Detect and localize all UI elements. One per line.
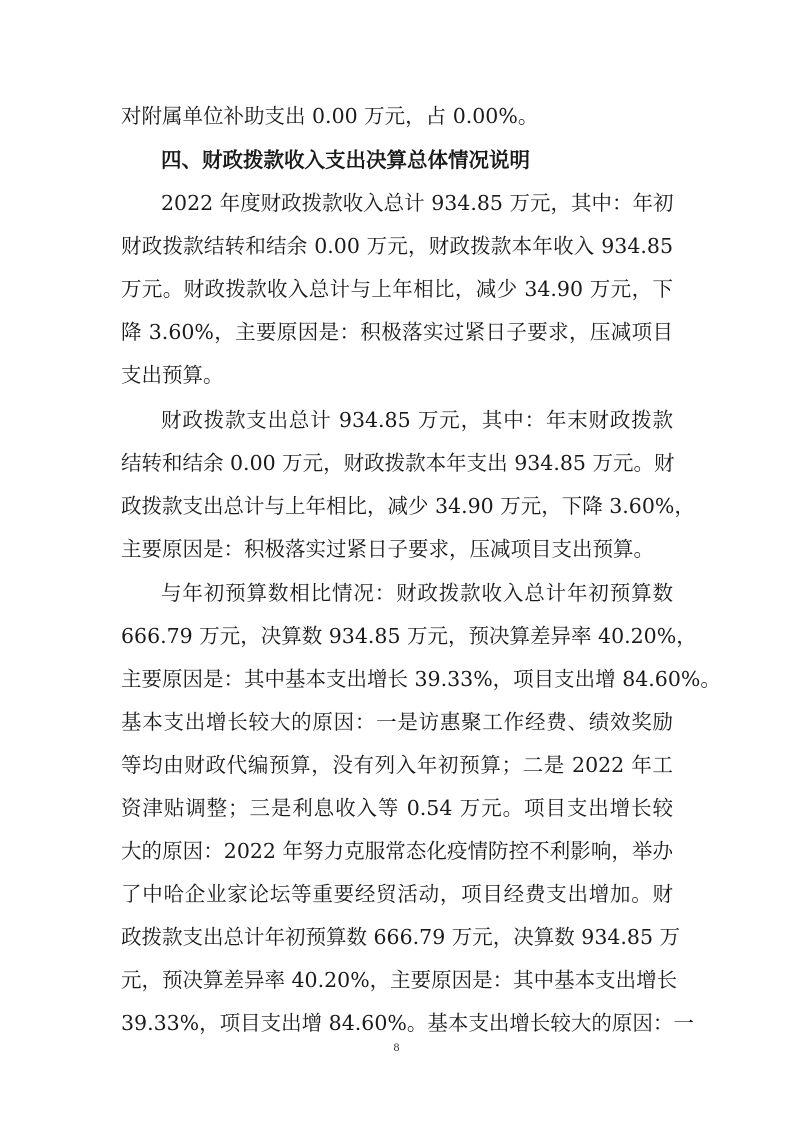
text-line-21: 元，预决算差异率 40.20%，主要原因是：其中基本支出增长 <box>121 968 678 992</box>
text-line-13: 666.79 万元，决算数 934.85 万元，预决算差异率 40.20%， <box>121 624 697 648</box>
text-line-10: 政拨款支出总计与上年相比，减少 34.90 万元，下降 3.60%， <box>121 494 695 518</box>
text-line-8: 财政拨款支出总计 934.85 万元，其中：年末财政拨款 <box>161 408 673 432</box>
text-line-15: 基本支出增长较大的原因：一是访惠聚工作经费、绩效奖励 <box>121 710 673 734</box>
text-line-18: 大的原因：2022 年努力克服常态化疫情防控不利影响，举办 <box>121 839 673 863</box>
text-line-1: 对附属单位补助支出 0.00 万元，占 0.00%。 <box>121 104 539 128</box>
text-line-7: 支出预算。 <box>121 363 224 387</box>
text-line-6: 降 3.60%，主要原因是：积极落实过紧日子要求，压减项目 <box>121 320 673 344</box>
text-line-19: 了中哈企业家论坛等重要经贸活动，项目经费支出增加。财 <box>121 882 673 906</box>
text-line-4: 财政拨款结转和结余 0.00 万元，财政拨款本年收入 934.85 <box>121 234 673 258</box>
text-line-12: 与年初预算数相比情况：财政拨款收入总计年初预算数 <box>161 581 673 605</box>
text-line-14: 主要原因是：其中基本支出增长 39.33%，项目支出增 84.60%。 <box>121 667 721 691</box>
page-number: 8 <box>393 1040 400 1054</box>
text-line-9: 结转和结余 0.00 万元，财政拨款本年支出 934.85 万元。财 <box>121 451 675 475</box>
text-line-5: 万元。财政拨款收入总计与上年相比，减少 34.90 万元，下 <box>121 277 673 301</box>
text-line-11: 主要原因是：积极落实过紧日子要求，压减项目支出预算。 <box>121 537 654 561</box>
text-line-17: 资津贴调整；三是利息收入等 0.54 万元。项目支出增长较 <box>121 796 673 820</box>
section-heading: 四、财政拨款收入支出决算总体情况说明 <box>161 148 530 172</box>
text-line-3: 2022 年度财政拨款收入总计 934.85 万元，其中：年初 <box>161 191 674 215</box>
text-line-16: 等均由财政代编预算，没有列入年初预算；二是 2022 年工 <box>121 753 673 777</box>
text-line-20: 政拨款支出总计年初预算数 666.79 万元，决算数 934.85 万 <box>121 925 681 949</box>
text-line-22: 39.33%，项目支出增 84.60%。基本支出增长较大的原因：一 <box>121 1011 694 1035</box>
